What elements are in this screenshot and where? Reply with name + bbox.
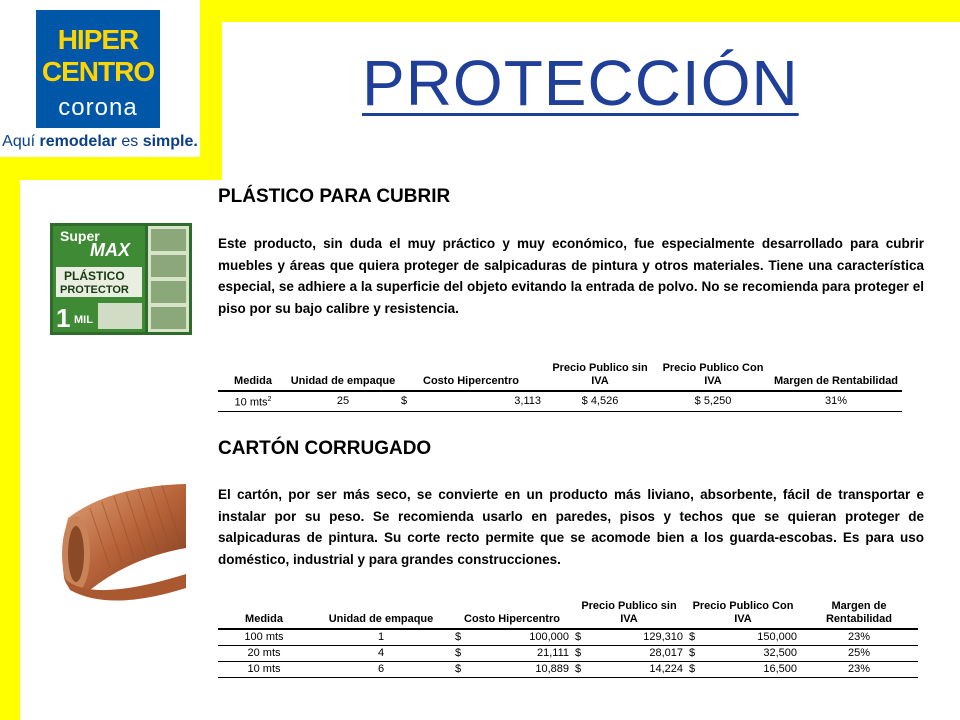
cell-sin-iva: $ 4,526 [544, 391, 656, 411]
cell-medida: 10 mts [218, 662, 310, 678]
cell-costo: 3,113 [434, 391, 544, 411]
logo-line2: CENTRO [41, 56, 155, 87]
cell-medida: 20 mts [218, 646, 310, 662]
section-heading-plastico: PLÁSTICO PARA CUBRIR [218, 186, 451, 207]
col-header-medida: Medida [218, 600, 310, 629]
cell-con-iva: 150,000 [706, 629, 800, 646]
col-header-con-iva: Precio Publico Con IVA [656, 362, 770, 391]
cell-costo-currency: $ [452, 662, 482, 678]
table-row [218, 391, 902, 411]
cell-unidad: 1 [310, 629, 452, 646]
section-heading-carton: CARTÓN CORRUGADO [218, 438, 432, 459]
cell-costo-currency: $ [452, 646, 482, 662]
svg-text:PLÁSTICO: PLÁSTICO [64, 269, 125, 283]
cell-sin-iva-currency: $ [572, 646, 592, 662]
cell-sin-iva-currency: $ [572, 662, 592, 678]
cell-costo-currency: $ [398, 391, 434, 411]
svg-text:MAX: MAX [90, 240, 130, 260]
section-description-plastico: Este producto, sin duda el muy práctico y muy económico, fue especialmente desarrollado para cubrir muebles y áreas que quiera proteger de salpicaduras de pintura y otros materiales. Tiene una característica especial, se adhiere a la superficie del objeto evitando la entrada de polvo. No se recomienda para proteger el piso por su bajo calibre y resistencia. [218, 236, 924, 316]
cell-medida: 100 mts [218, 629, 310, 646]
col-header-margen: Margen de Rentabilidad [800, 600, 918, 629]
cell-unidad: 6 [310, 662, 452, 678]
cell-margen: 31% [770, 391, 902, 411]
cell-costo: 21,111 [482, 646, 572, 662]
logo-box [36, 10, 160, 128]
cell-con-iva-currency: $ [686, 662, 706, 678]
logo-line1: HIPER [57, 24, 139, 55]
cell-costo: 100,000 [482, 629, 572, 646]
cardboard-roll-image [50, 478, 186, 604]
table-row [218, 629, 918, 646]
cell-con-iva: $ 5,250 [656, 391, 770, 411]
cell-sin-iva: 14,224 [592, 662, 686, 678]
table-row [218, 662, 918, 678]
col-header-margen: Margen de Rentabilidad [770, 362, 902, 391]
cell-con-iva-currency: $ [686, 629, 706, 646]
cell-medida: 10 mts$^2$ [218, 391, 288, 411]
logo-line3: corona [58, 94, 138, 121]
page-title: PROTECCIÓN [362, 47, 799, 119]
cell-sin-iva: 129,310 [592, 629, 686, 646]
svg-text:1: 1 [56, 303, 71, 333]
cell-sin-iva-currency: $ [572, 629, 592, 646]
cell-unidad: 4 [310, 646, 452, 662]
col-header-sin-iva: Precio Publico sin IVA [572, 600, 686, 629]
cell-con-iva: 32,500 [706, 646, 800, 662]
logo-tagline: Aquí remodelar es simple. [2, 133, 198, 150]
plastic-price-table [218, 362, 902, 412]
col-header-costo: Costo Hipercentro [452, 600, 572, 629]
cell-margen: 25% [800, 646, 918, 662]
cell-sin-iva: 28,017 [592, 646, 686, 662]
cell-con-iva-currency: $ [686, 646, 706, 662]
cardboard-price-table [218, 600, 918, 678]
cell-costo-currency: $ [452, 629, 482, 646]
plastic-product-image [50, 223, 192, 335]
svg-text:Super: Super [60, 228, 100, 244]
col-header-con-iva: Precio Publico Con IVA [686, 600, 800, 629]
col-header-medida: Medida [218, 362, 288, 391]
cell-con-iva: 16,500 [706, 662, 800, 678]
cell-costo: 10,889 [482, 662, 572, 678]
col-header-unidad: Unidad de empaque [288, 362, 398, 391]
section-description-carton: El cartón, por ser más seco, se convierte en un producto más liviano, absorbente, fácil de transportar e instalar por su peso. Se recomienda usarlo en paredes, pisos y techos que se quieran proteger de salpicaduras de pintura. Su corte recto permite que se acomode bien a los guarda-escobas. Es para uso doméstico, industrial y para grandes construcciones. [218, 487, 924, 567]
svg-text:PROTECTOR: PROTECTOR [60, 284, 129, 296]
col-header-sin-iva: Precio Publico sin IVA [544, 362, 656, 391]
svg-text:MIL: MIL [74, 314, 93, 326]
col-header-unidad: Unidad de empaque [310, 600, 452, 629]
cell-margen: 23% [800, 629, 918, 646]
cell-margen: 23% [800, 662, 918, 678]
cell-unidad: 25 [288, 391, 398, 411]
brand-logo [0, 0, 200, 157]
col-header-costo: Costo Hipercentro [398, 362, 544, 391]
table-row [218, 646, 918, 662]
